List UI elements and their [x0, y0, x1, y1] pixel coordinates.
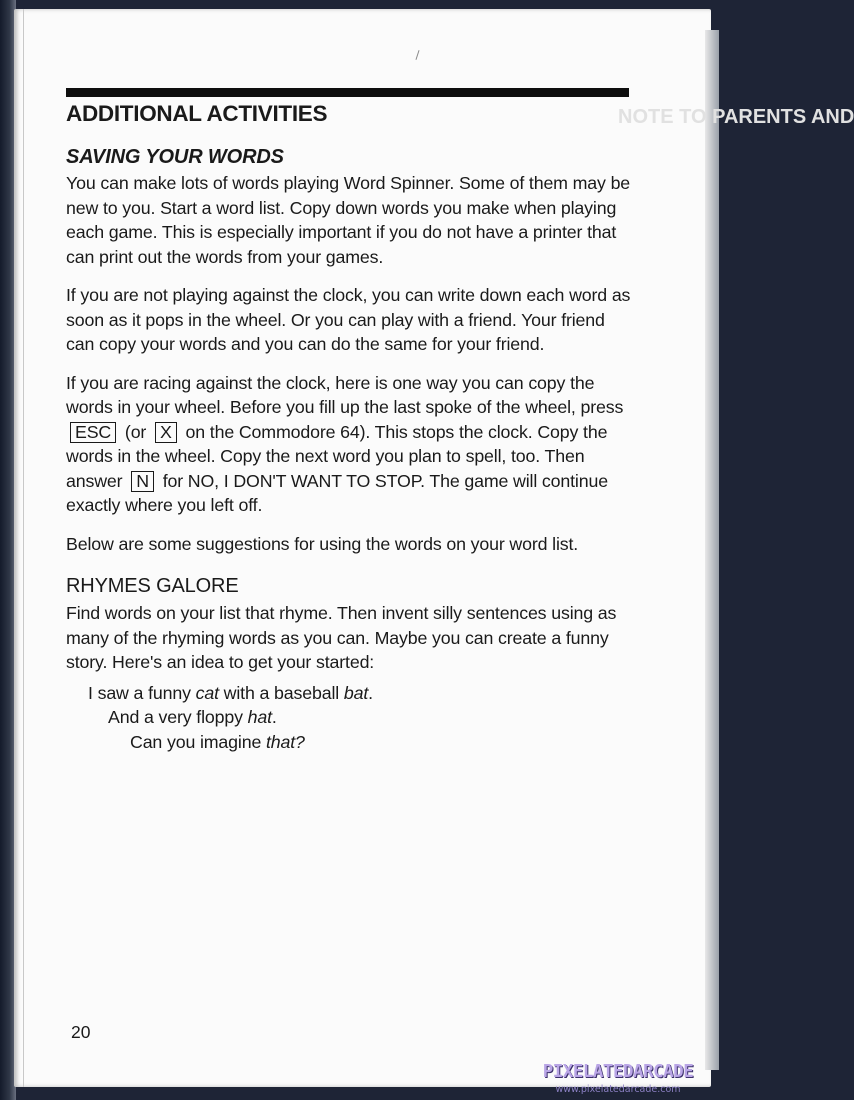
paragraph-word-list: You can make lots of words playing Word Spinner. Some of them may be new to you. Start a word list. Copy down words you make when playing each game. This is especially important if you do not have a printer that can print out the words from your games.: [66, 173, 631, 267]
n-key-icon: N: [131, 471, 154, 492]
watermark-url: www.pixelatedarcade.com: [555, 1084, 681, 1095]
paragraph-no-clock: If you are not playing against the clock, you can write down each word as soon as it pops in the wheel. Or you can play with a friend. Your friend can copy your words and you can do the same for your friend.: [66, 285, 631, 354]
watermark-logo: PIXELATEDARCADE: [542, 1062, 694, 1082]
page-fold-line: [23, 9, 24, 1087]
page-stack-edge: [705, 30, 719, 1070]
rhyme-example: [66, 681, 636, 755]
bleed-through-heading: NOTE TO PARENTS AND: [618, 106, 854, 128]
rhyme-line-1: I saw a funny cat with a baseball bat.: [88, 682, 373, 703]
rhyme-line-3: Can you imagine that?: [130, 731, 305, 752]
paragraph-rhymes: Find words on your list that rhyme. Then invent silly sentences using as many of the rhyming words as you can. Maybe you can create a funny story. Here's an idea to get your started:: [66, 603, 617, 672]
section-title-saving-words: SAVING YOUR WORDS: [66, 146, 284, 168]
rhyme-line-2: And a very floppy hat.: [108, 707, 277, 727]
x-key-icon: X: [155, 422, 177, 443]
heading-rule: [66, 88, 629, 97]
paragraph-racing-clock: [66, 371, 636, 518]
racing-text-2: (or: [124, 421, 147, 442]
page-number: 20: [71, 1022, 91, 1042]
racing-text-1: If you are racing against the clock, here is one way you can copy the words in your wheel. Before you fill up the last spoke of the wheel, press: [66, 372, 624, 417]
page-title: ADDITIONAL ACTIVITIES: [66, 101, 328, 126]
racing-text-3: on the Commodore 64). This stops the clock. Copy the words in the wheel. Copy the next word you plan to spell, too. Then answer: [66, 421, 608, 491]
section-title-rhymes: RHYMES GALORE: [66, 575, 239, 597]
paragraph-suggestions: Below are some suggestions for using the words on your word list.: [66, 533, 579, 554]
racing-text-4: for NO, I DON'T WANT TO STOP. The game will continue exactly where you left off.: [66, 470, 608, 515]
esc-key-icon: ESC: [70, 422, 116, 443]
main-content: [66, 100, 636, 754]
